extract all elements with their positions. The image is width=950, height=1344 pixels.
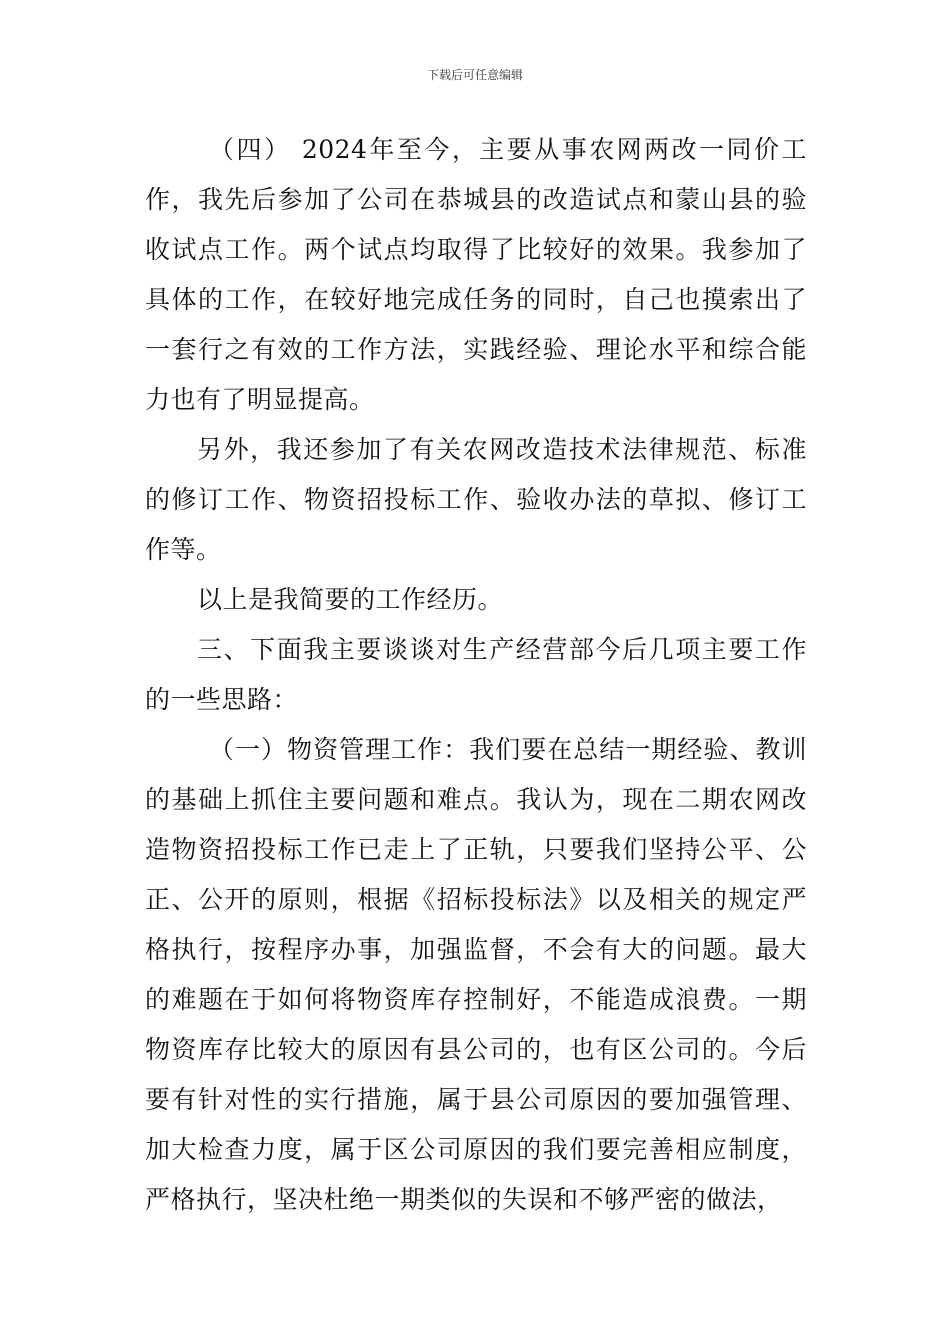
- paragraph-material-management: （一）物资管理工作：我们要在总结一期经验、教训的基础上抓住主要问题和难点。我认为，现在二期农网改造物资招投标工作已走上了正轨，只要我们坚持公平、公正、公开的原则，根据《招标投标法》以及相关的规定严格执行，按程序办事，加强监督，不会有大的问题。最大的难题在于如何将物资库存控制好，不能造成浪费。一期物资库存比较大的原因有县公司的，也有区公司的。今后要有针对性的实行措施，属于县公司原因的要加强管理、加大检查力度，属于区公司原因的我们要完善相应制度，严格执行，坚决杜绝一期类似的失误和不够严密的做法，: [145, 735, 807, 1214]
- document-body: [145, 125, 807, 1225]
- paragraph-section-four: （四） 2024年至今，主要从事农网两改一同价工作，我先后参加了公司在恭城县的改造试点和蒙山县的验收试点工作。两个试点均取得了比较好的效果。我参加了具体的工作，在较好地完成任务的同时，自己也摸索出了一套行之有效的工作方法，实践经验、理论水平和综合能力也有了明显提高。: [145, 135, 807, 414]
- page-header: 下载后可任意编辑: [426, 68, 523, 82]
- paragraph-additional-work: 另外，我还参加了有关农网改造技术法律规范、标准的修订工作、物资招投标工作、验收办法的草拟、修订工作等。: [145, 435, 807, 564]
- paragraph-summary: 以上是我简要的工作经历。: [197, 585, 504, 614]
- paragraph-section-three-heading: 三、下面我主要谈谈对生产经营部今后几项主要工作的一些思路：: [145, 635, 807, 714]
